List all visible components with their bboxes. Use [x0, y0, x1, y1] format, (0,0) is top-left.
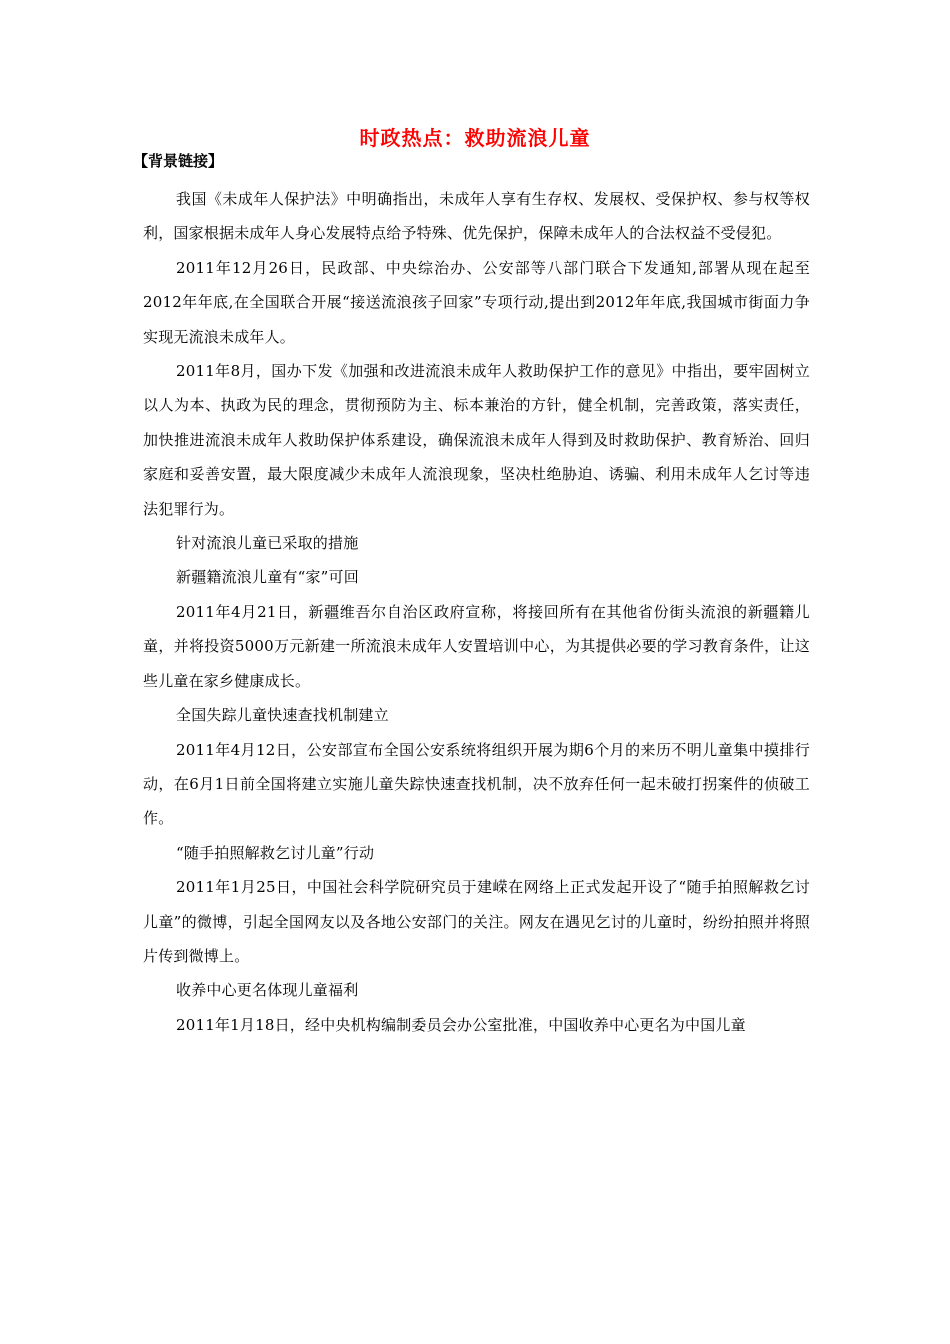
measures-heading: 针对流浪儿童已采取的措施 — [176, 534, 359, 553]
subheading-adoption-center: 收养中心更名体现儿童福利 — [176, 981, 359, 1000]
section-label: 【背景链接】 — [133, 152, 224, 170]
paragraph-missing-children: 2011年4月12日，公安部宣布全国公安系统将组织开展为期6个月的来历不明儿童集中摸排行动，在6月1日前全国将建立实施儿童失踪快速查找机制，决不放弃任何一起未破打拐案件的侦破工作。 — [143, 740, 810, 828]
paragraph-law: 我国《未成年人保护法》中明确指出，未成年人享有生存权、发展权、受保护权、参与权等权利，国家根据未成年人身心发展特点给予特殊、优先保护，保障未成年人的合法权益不受侵犯。 — [143, 190, 810, 243]
paragraph-adoption-center: 2011年1月18日，经中央机构编制委员会办公室批准，中国收养中心更名为中国儿童 — [176, 1015, 746, 1034]
paragraph-aug-2011-opinion: 2011年8月，国办下发《加强和改进流浪未成年人救助保护工作的意见》中指出，要牢固树立以人为本、执政为民的理念，贯彻预防为主、标本兼治的方针，健全机制，完善政策，落实责任，加快推进流浪未成年人救助保护体系建设，确保流浪未成年人得到及时救助保护、教育矫治、回归家庭和妥善安置，最大限度减少未成年人流浪现象，坚决杜绝胁迫、诱骗、利用未成年人乞讨等违法犯罪行为。 — [143, 362, 810, 518]
paragraph-xinjiang: 2011年4月21日，新疆维吾尔自治区政府宣称，将接回所有在其他省份街头流浪的新疆籍儿童，并将投资5000万元新建一所流浪未成年人安置培训中心，为其提供必要的学习教育条件，让这些儿童在家乡健康成长。 — [143, 602, 810, 690]
paragraph-photo-campaign: 2011年1月25日，中国社会科学院研究员于建嵘在网络上正式发起开设了“随手拍照解救乞讨儿童”的微博，引起全国网友以及各地公安部门的关注。网友在遇见乞讨的儿童时，纷纷拍照并将照片传到微博上。 — [143, 878, 810, 965]
paragraph-dec-2011-notice: 2011年12月26日，民政部、中央综治办、公安部等八部门联合下发通知,部署从现在起至2012年年底,在全国联合开展“接送流浪孩子回家”专项行动,提出到2012年年底,我国城市街面力争实现无流浪未成年人。 — [143, 258, 810, 346]
subheading-xinjiang: 新疆籍流浪儿童有“家”可回 — [176, 568, 359, 587]
subheading-missing-children: 全国失踪儿童快速查找机制建立 — [176, 706, 389, 725]
subheading-photo-campaign: “随手拍照解救乞讨儿童”行动 — [176, 843, 375, 862]
document-body — [143, 182, 810, 1042]
page-title: 时政热点：救助流浪儿童 — [359, 126, 591, 150]
